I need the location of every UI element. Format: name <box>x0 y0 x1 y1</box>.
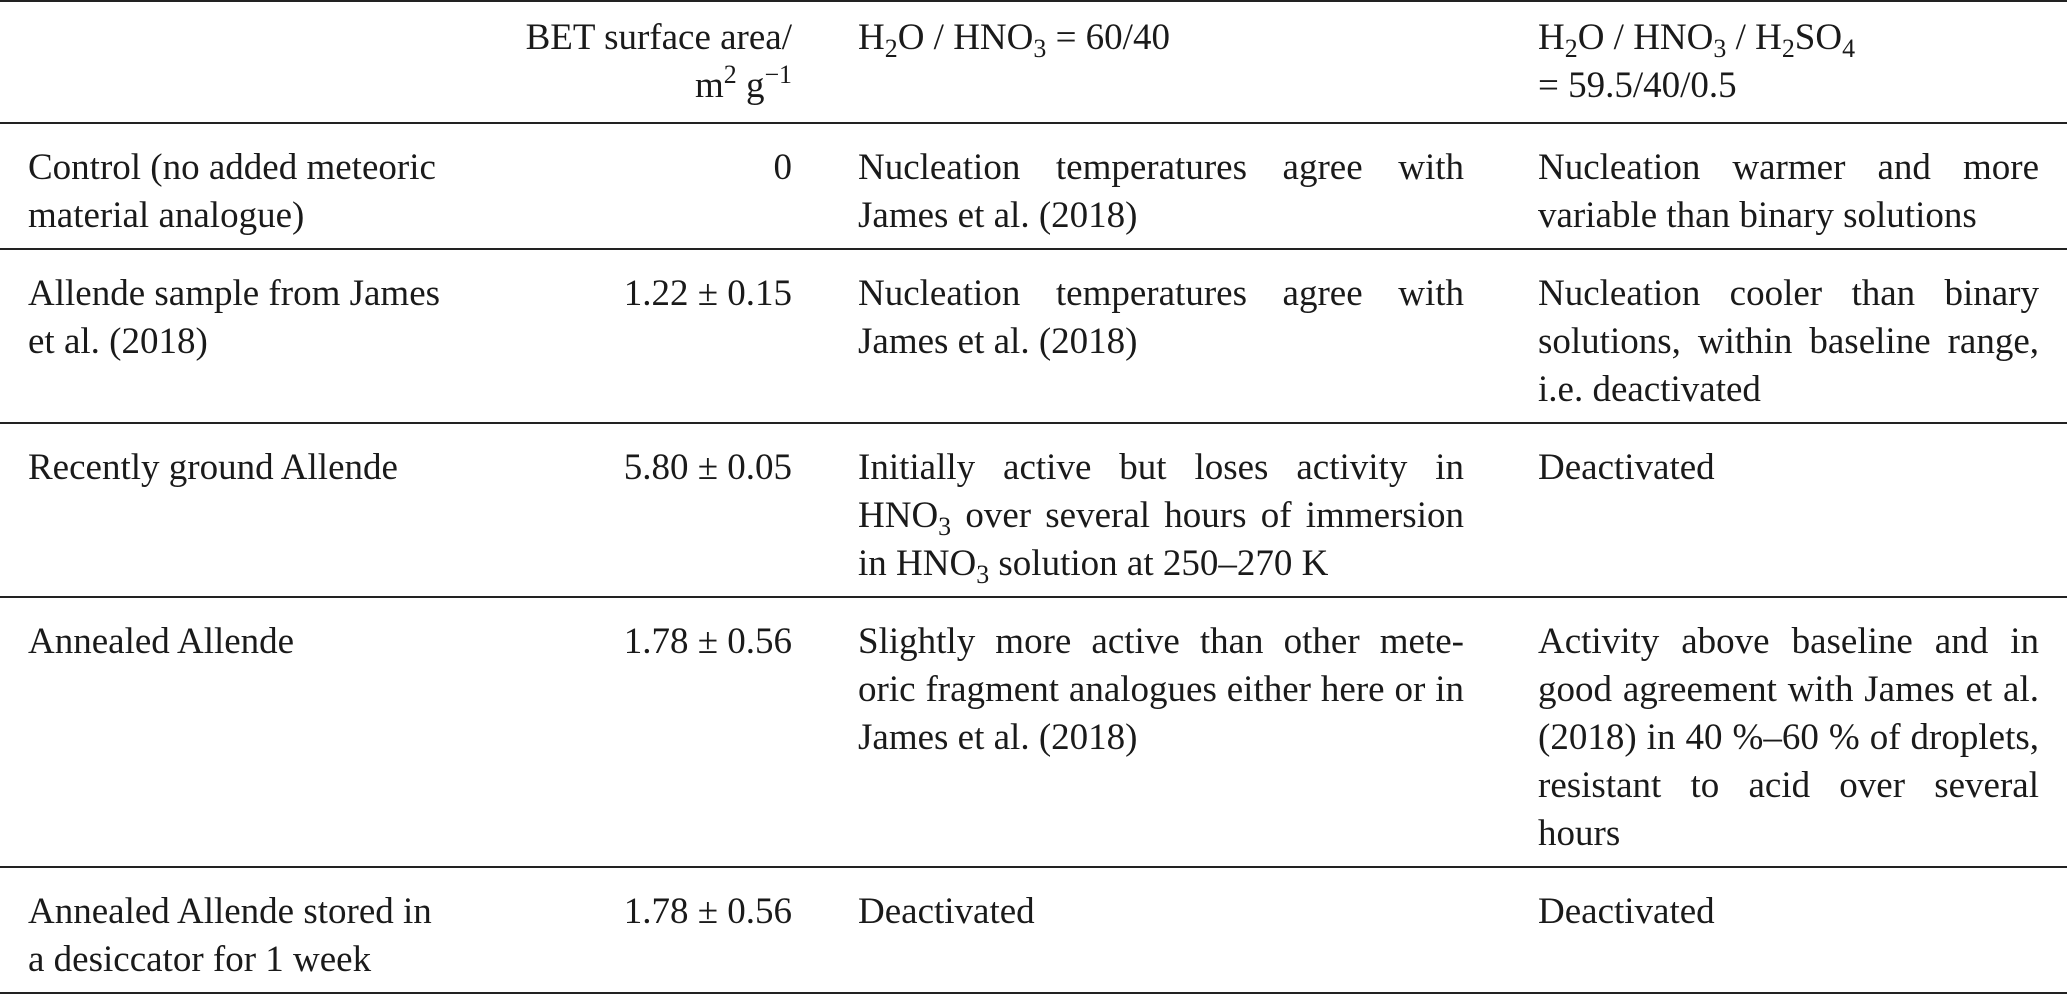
header-row <box>0 1 2067 123</box>
row-bet-value: 1.22 ± 0.15 <box>488 249 820 423</box>
header-sample <box>0 1 488 123</box>
row-sample-label: Annealed Allende stored in a desiccator for 1 week <box>0 867 488 993</box>
table-header <box>0 1 2067 123</box>
row-sample-label: Control (no added meteoric material analogue) <box>0 123 488 249</box>
table-row <box>0 597 2067 867</box>
row-sample-label: Allende sample from James et al. (2018) <box>0 249 488 423</box>
row-binary-result: Nucleation temperatures agree with James et al. (2018) <box>820 123 1502 249</box>
table-row <box>0 867 2067 993</box>
header-bet-line1: BET surface area/ <box>525 17 792 58</box>
row-binary-result: Initially active but loses activity in $HNO_3$ over several hours of immersion in $HNO_3$ solution at 250–270 K <box>820 423 1502 597</box>
row-ternary-result: Activity above baseline and in good agreement with James et al. (2018) in 40 %–60 % of droplets, resistant to acid over several hours <box>1502 597 2067 867</box>
row-bet-value: 0 <box>488 123 820 249</box>
row-ternary-result: Nucleation warmer and more variable than binary solutions <box>1502 123 2067 249</box>
row-bet-value: 1.78 ± 0.56 <box>488 867 820 993</box>
table-row <box>0 423 2067 597</box>
header-bet-unit: $m^2$ $g^{-1}$ <box>694 59 792 106</box>
table-row <box>0 249 2067 423</box>
table-row <box>0 123 2067 249</box>
header-bet-surface-area <box>488 1 820 123</box>
row-bet-value: 5.80 ± 0.05 <box>488 423 820 597</box>
row-ternary-result: Nucleation cooler than binary solutions, within baseline range, i.e. deactivated <box>1502 249 2067 423</box>
row-binary-result: Nucleation temperatures agree with James et al. (2018) <box>820 249 1502 423</box>
header-ternary-ratio: = 59.5/40/0.5 <box>1538 65 1737 106</box>
row-binary-result: Slightly more active than other mete-oric fragment analogues either here or in James et al. (2018) <box>820 597 1502 867</box>
header-binary-solution: $H_2O / HNO_3 = 60/40$ <box>820 1 1502 123</box>
table-body <box>0 123 2067 993</box>
row-ternary-result: Deactivated <box>1502 867 2067 993</box>
row-bet-value: 1.78 ± 0.56 <box>488 597 820 867</box>
row-ternary-result: Deactivated <box>1502 423 2067 597</box>
header-ternary-solution: $H_2O / HNO_3 / H_2SO_4$ = 59.5/40/0.5 <box>1502 1 2067 123</box>
row-sample-label: Recently ground Allende <box>0 423 488 597</box>
row-binary-result: Deactivated <box>820 867 1502 993</box>
row-sample-label: Annealed Allende <box>0 597 488 867</box>
